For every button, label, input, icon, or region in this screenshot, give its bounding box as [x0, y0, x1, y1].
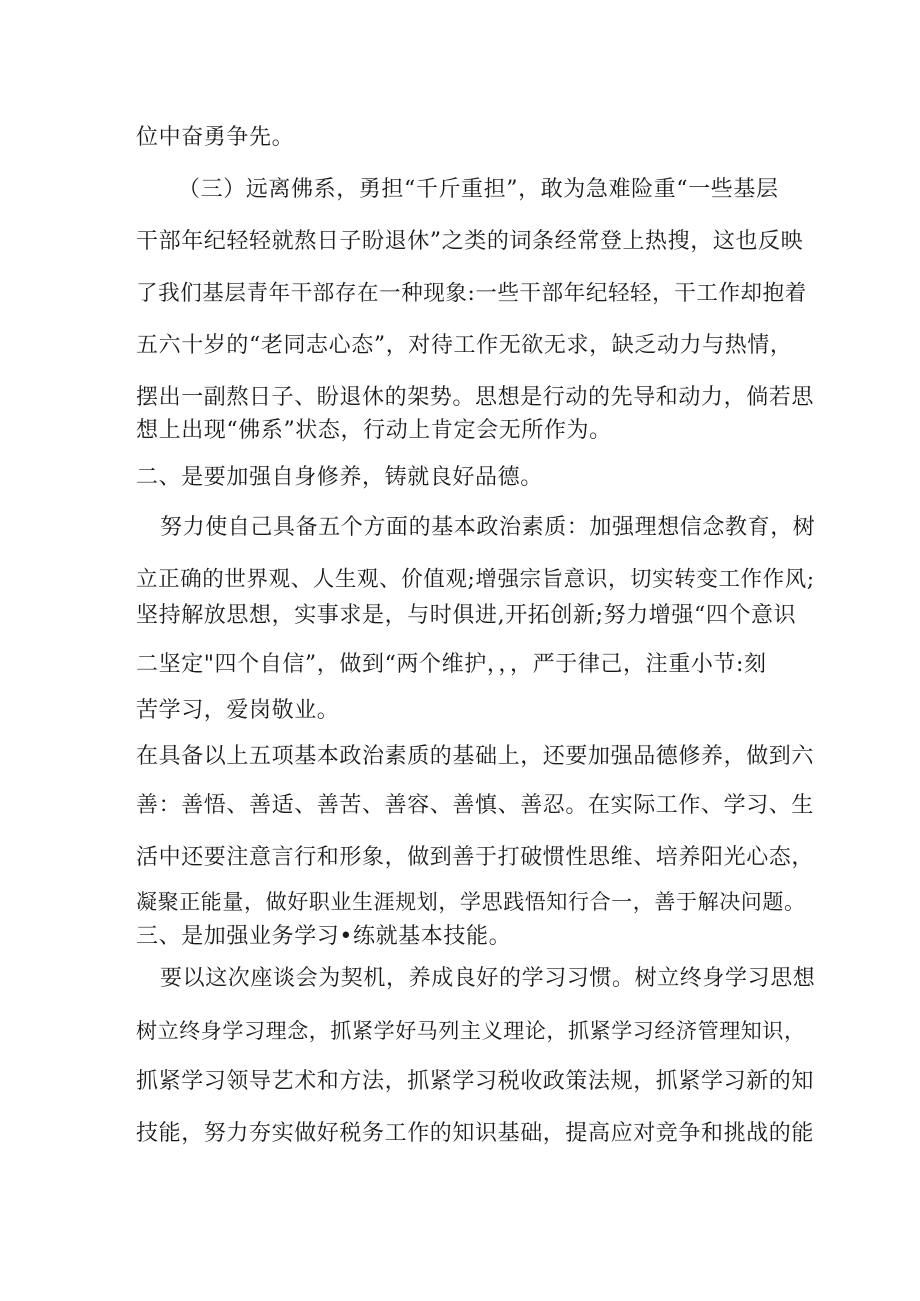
- text-line: 干部年纪轻轻就熬日子盼退休”之类的词条经常登上热搜，这也反映: [136, 229, 804, 254]
- text-line-continuation: 位中奋勇争先。: [136, 125, 295, 150]
- text-line: 坚持解放思想，实事求是，与时俱进,开拓创新;努力增强“四个意识: [136, 603, 797, 628]
- text-line: 苦学习，爱岗敬业。: [136, 698, 340, 723]
- text-line: 活中还要注意言行和形象，做到善于打破惯性思维、培养阳光心态，: [136, 845, 815, 870]
- text-line-paragraph-start: 努力使自己具备五个方面的基本政治素质：加强理想信念教育，树: [160, 515, 816, 540]
- text-line: 想上出现“佛系”状态，行动上肯定会无所作为。: [136, 418, 612, 443]
- text-line: 树立终身学习理念，抓紧学好马列主义理论，抓紧学习经济管理知识，: [136, 1019, 806, 1043]
- text-line: 二坚定"四个自信”，做到“两个维护，，，严于律己，注重小节:刻: [136, 652, 767, 677]
- text-line: 抓紧学习领导艺术和方法，抓紧学习税收政策法规，抓紧学习新的知: [136, 1069, 815, 1094]
- section-heading-two: 二、是要加强自身修养，铸就良好品德。: [136, 465, 543, 490]
- text-line: 善：善悟、善适、善苦、善容、善慎、善忍。在实际工作、学习、生: [136, 793, 815, 818]
- text-line: 摆出一副熬日子、盼退休的架势。思想是行动的先导和动力，倘若思: [136, 385, 815, 410]
- text-line: 技能，努力夯实做好税务工作的知识基础，提高应对竞争和挑战的能: [136, 1121, 815, 1146]
- text-line-paragraph-start: 在具备以上五项基本政治素质的基础上，还要加强品德修养，做到六: [136, 744, 815, 769]
- text-line-paragraph-start: 要以这次座谈会为契机，养成良好的学习习惯。树立终身学习思想: [160, 966, 816, 991]
- text-line: 五六十岁的“老同志心态”，对待工作无欲无求，缺乏动力与热情，: [136, 333, 793, 358]
- text-line-subheading-three: （三）远离佛系，勇担“千斤重担”，敢为急难险重“一些基层: [178, 177, 779, 202]
- text-line: 立正确的世界观、人生观、价值观;增强宗旨意识，切实转变工作作风;: [136, 567, 815, 592]
- text-line: 了我们基层青年干部存在一种现象:一些干部年纪轻轻，干工作却抱着: [136, 281, 807, 306]
- text-line: 凝聚正能量，做好职业生涯规划，学思践悟知行合一，善于解决问题。: [136, 890, 806, 914]
- section-heading-three: 三、是加强业务学习•练就基本技能。: [136, 924, 512, 949]
